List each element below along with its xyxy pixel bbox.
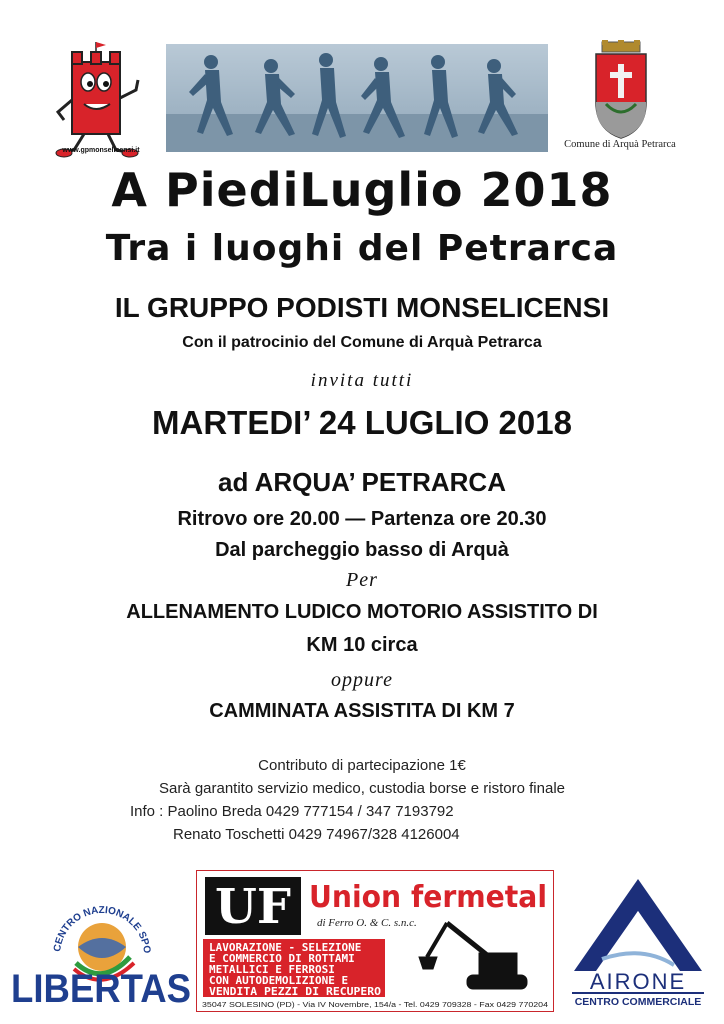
union-company: di Ferro O. & C. s.n.c. <box>317 917 417 929</box>
airone-emblem <box>562 875 714 1010</box>
excavator-icon <box>419 923 527 989</box>
libertas-name: LIBERTAS <box>11 967 191 1007</box>
libertas-arc-text: CENTRO NAZIONALE SPO <box>52 904 153 955</box>
organizer-heading: IL GRUPPO PODISTI MONSELICENSI <box>114 292 610 323</box>
runners-silhouettes <box>166 44 548 152</box>
comune-coat-of-arms <box>590 40 652 140</box>
contact-line-1: Info : Paolino Breda 0429 777154 / 347 7193792 <box>130 803 454 820</box>
contribution-line: Contributo di partecipazione 1€ <box>258 757 466 774</box>
event-times: Ritrovo ore 20.00 — Partenza ore 20.30 <box>177 508 547 530</box>
invite-line: invita tutti <box>310 370 414 391</box>
services-line: Sarà garantito servizio medico, custodia borse e ristoro finale <box>158 780 566 797</box>
union-line-3: METALLICI E FERROSI <box>209 963 335 976</box>
union-line-2: E COMMERCIO DI ROTTAMI <box>209 952 355 965</box>
contact-line-2: Renato Toschetti 0429 74967/328 4126004 <box>173 826 460 843</box>
per-connector: Per <box>346 569 378 591</box>
libertas-emblem <box>8 877 194 1007</box>
gp-monselicensi-logo <box>50 40 145 160</box>
event-date: MARTEDI’ 24 LUGLIO 2018 <box>152 404 572 441</box>
union-fermetal-graphic <box>197 871 553 1011</box>
union-uf-monogram: UF <box>215 879 291 935</box>
training-line-2: KM 10 circa <box>306 634 418 656</box>
airone-logo <box>562 875 714 1010</box>
union-line-4: CON AUTODEMOLIZIONE E <box>209 974 349 987</box>
gp-website-url: www.gpmonselicensi.it <box>62 147 140 154</box>
runners-banner-image <box>166 44 548 152</box>
patronage-line: Con il patrocinio del Comune di Arquà Petrarca <box>182 334 542 351</box>
union-line-1: LAVORAZIONE - SELEZIONE <box>209 941 362 954</box>
union-address: 35047 SOLESINO (PD) - Via IV Novembre, 154/a - Tel. 0429 709328 - Fax 0429 770204 <box>202 1002 549 1009</box>
event-place: ad ARQUA’ PETRARCA <box>218 467 506 497</box>
meeting-point: Dal parcheggio basso di Arquà <box>215 539 509 561</box>
walk-line: CAMMINATA ASSISTITA DI KM 7 <box>209 700 515 722</box>
event-subtitle: Tra i luoghi del Petrarca <box>105 228 619 269</box>
airone-name: AIRONE <box>589 969 687 994</box>
union-fermetal-ad <box>196 870 554 1012</box>
training-line-1: ALLENAMENTO LUDICO MOTORIO ASSISTITO DI <box>126 601 598 623</box>
comune-label: Comune di Arquà Petrarca <box>564 139 676 150</box>
airone-subtitle: CENTRO COMMERCIALE <box>574 996 702 1008</box>
oppure-connector: oppure <box>331 669 393 691</box>
union-name: Union fermetal <box>309 880 547 915</box>
libertas-logo <box>8 877 194 1007</box>
event-title: A PiediLuglio 2018 <box>111 163 613 217</box>
union-line-5: VENDITA PEZZI DI RECUPERO <box>209 985 382 998</box>
